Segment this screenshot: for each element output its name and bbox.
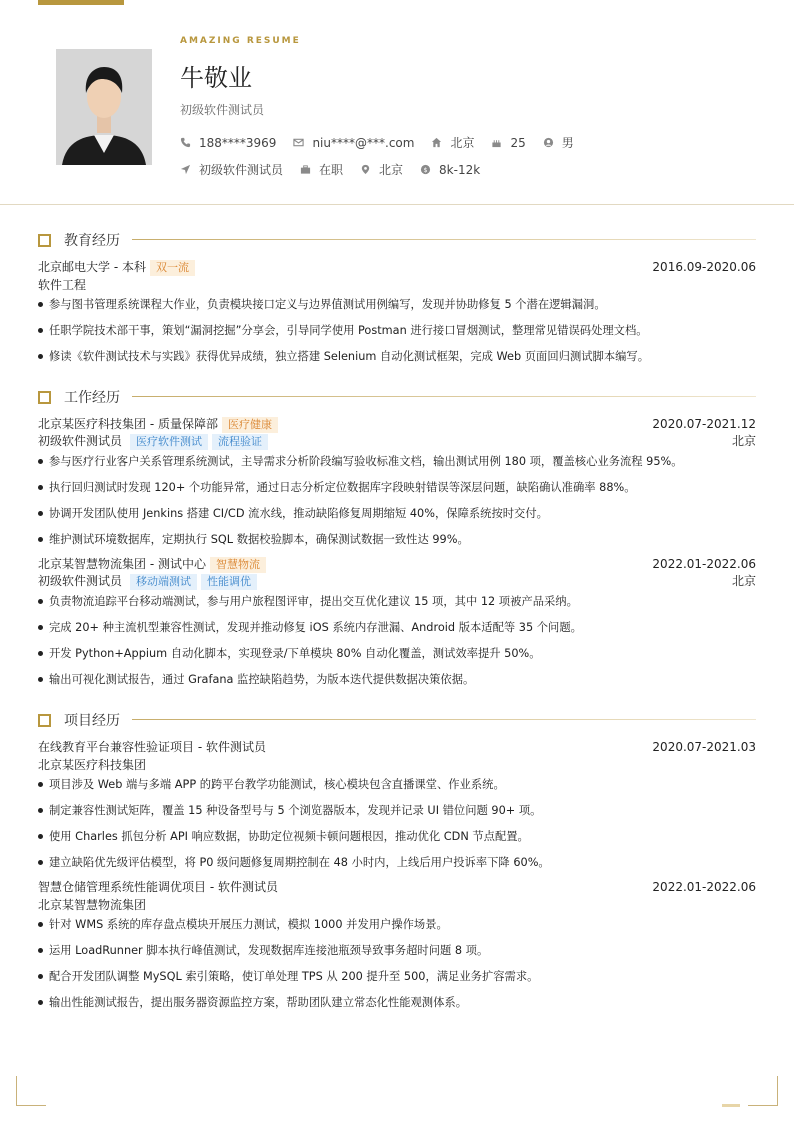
project-bullet: 输出性能测试报告，提出服务器资源监控方案，帮助团队建立常态化性能观测体系。: [38, 995, 756, 1011]
job-position-row: [38, 573, 756, 589]
project-name: 在线教育平台兼容性验证项目 - 软件测试员: [38, 740, 266, 754]
section-title: 工作经历: [64, 390, 120, 406]
gender-icon: [543, 137, 554, 148]
job-bullet: 开发 Python+Appium 自动化脚本，实现登录/下单模块 80% 自动化覆盖，测试效率提升 50%。: [38, 646, 756, 662]
section-divider: [132, 719, 756, 720]
profile-photo: [56, 49, 152, 165]
project-bullet: 制定兼容性测试矩阵，覆盖 15 种设备型号与 5 个浏览器版本，发现并记录 UI 错位问题 90+ 项。: [38, 803, 756, 819]
job-position: 初级软件测试员: [38, 434, 123, 448]
salary-text: 8k-12k: [439, 162, 481, 177]
section-square-icon: [38, 234, 51, 247]
education-major: 软件工程: [38, 278, 87, 292]
section-square-icon: [38, 391, 51, 404]
project-bullet: 运用 LoadRunner 脚本执行峰值测试，发现数据库连接池瓶颈导致事务超时问题 8 项。: [38, 943, 756, 959]
school-name: 北京邮电大学 - 本科: [38, 260, 146, 274]
briefcase-icon: [300, 164, 311, 175]
job-bullet: 协调开发团队使用 Jenkins 搭建 CI/CD 流水线，推动缺陷修复周期缩短 40%，保障系统按时交付。: [38, 506, 756, 522]
job-city: 北京: [731, 574, 756, 588]
project-date: 2022.01-2022.06: [652, 880, 756, 894]
phone-text: 188****3969: [199, 135, 277, 150]
job-position: 初级软件测试员: [38, 574, 123, 588]
skill-tag: 性能调优: [201, 574, 257, 590]
candidate-role: 初级软件测试员: [180, 103, 265, 117]
skill-tag: 移动端测试: [130, 574, 197, 590]
project-bullet: 配合开发团队调整 MySQL 索引策略，使订单处理 TPS 从 200 提升至 500，满足业务扩容需求。: [38, 969, 756, 985]
mail-icon: [293, 137, 304, 148]
top-accent-bar: [38, 0, 124, 5]
home-icon: [431, 137, 442, 148]
project-bullet: 针对 WMS 系统的库存盘点模块开展压力测试，模拟 1000 并发用户操作场景。: [38, 917, 756, 933]
job-bullet: 参与医疗行业客户关系管理系统测试，主导需求分析阶段编写验收标准文档，输出测试用例 180 项，覆盖核心业务流程 95%。: [38, 454, 756, 470]
skill-tag: 流程验证: [212, 434, 268, 450]
skill-tag: 医疗软件测试: [130, 434, 208, 450]
job-company-row: [38, 416, 756, 432]
job-company-row: [38, 556, 756, 572]
job-status-info: [300, 161, 343, 178]
job-bullet: 输出可视化测试报告，通过 Grafana 监控缺陷趋势，为版本迭代提供数据决策依据。: [38, 672, 756, 688]
project-date: 2020.07-2021.03: [652, 740, 756, 754]
section-title: 项目经历: [64, 713, 120, 729]
job-intent-row: [180, 161, 497, 178]
money-icon: [420, 164, 431, 175]
footer-accent-bar: [722, 1104, 740, 1107]
school-tag: 双一流: [150, 260, 195, 276]
project-name: 智慧仓储管理系统性能调优项目 - 软件测试员: [38, 880, 278, 894]
section-divider: [132, 239, 756, 240]
section-divider: [132, 396, 756, 397]
education-section-header: [38, 230, 756, 250]
education-bullet: 修读《软件测试技术与实践》获得优异成绩，独立搭建 Selenium 自动化测试框架，完成 Web 页面回归测试脚本编写。: [38, 349, 756, 365]
education-date: 2016.09-2020.06: [652, 260, 756, 274]
target-city-info: [360, 161, 403, 178]
email-text: niu****@***.com: [312, 135, 415, 150]
company-name: 北京某医疗科技集团 - 质量保障部: [38, 417, 218, 431]
education-bullet: 参与图书管理系统课程大作业，负责模块接口定义与边界值测试用例编写，发现并协助修复 5 个潜在逻辑漏洞。: [38, 297, 756, 313]
corner-decoration: [16, 1076, 46, 1106]
email-info: [293, 136, 414, 150]
send-icon: [180, 164, 191, 175]
contact-row: [180, 134, 591, 151]
brand-label: AMAZING RESUME: [180, 36, 301, 46]
project-title-row: [38, 879, 756, 895]
section-title: 教育经历: [64, 233, 120, 249]
project-bullet: 项目涉及 Web 端与多端 APP 的跨平台教学功能测试，核心模块包含直播课堂、作业系统。: [38, 777, 756, 793]
job-status-text: 在职: [319, 163, 344, 177]
salary-info: [420, 163, 480, 177]
job-bullet: 执行回归测试时发现 120+ 个功能异常，通过日志分析定位数据库字段映射错误等深层问题，缺陷确认准确率 88%。: [38, 480, 756, 496]
project-section-header: [38, 710, 756, 730]
header-divider: [0, 204, 794, 205]
candidate-name: 牛敬业: [180, 64, 252, 92]
project-bullet: 使用 Charles 抓包分析 API 响应数据，协助定位视频卡顿问题根因，推动优化 CDN 节点配置。: [38, 829, 756, 845]
education-school-row: [38, 259, 756, 275]
phone-icon: [180, 137, 191, 148]
target-city-text: 北京: [379, 163, 404, 177]
project-org: 北京某医疗科技集团: [38, 758, 147, 772]
company-name: 北京某智慧物流集团 - 测试中心: [38, 557, 206, 571]
project-bullet: 建立缺陷优先级评估模型，将 P0 级问题修复周期控制在 48 小时内，上线后用户投诉率下降 60%。: [38, 855, 756, 871]
job-position-row: [38, 433, 756, 449]
hometown-text: 北京: [450, 136, 475, 150]
gender-text: 男: [561, 136, 574, 150]
project-title-row: [38, 739, 756, 755]
job-bullet: 维护测试环境数据库，定期执行 SQL 数据校验脚本，确保测试数据一致性达 99%。: [38, 532, 756, 548]
job-bullet: 完成 20+ 种主流机型兼容性测试，发现并推动修复 iOS 系统内存泄漏、Android 版本适配等 35 个问题。: [38, 620, 756, 636]
phone-info: [180, 136, 276, 150]
job-date: 2022.01-2022.06: [652, 557, 756, 571]
cake-icon: [491, 137, 502, 148]
svg-text:$: $: [423, 165, 428, 174]
hometown-info: [431, 134, 474, 151]
corner-decoration: [748, 1076, 778, 1106]
education-bullet: 任职学院技术部干事，策划“漏洞挖掘”分享会，引导同学使用 Postman 进行接口冒烟测试，整理常见错误码处理文档。: [38, 323, 756, 339]
location-pin-icon: [360, 164, 371, 175]
age-text: 25: [510, 135, 526, 150]
gender-info: [543, 134, 574, 151]
job-bullet: 负责物流追踪平台移动端测试，参与用户旅程图评审，提出交互优化建议 15 项，其中 12 项被产品采纳。: [38, 594, 756, 610]
company-tag: 智慧物流: [210, 557, 266, 573]
company-tag: 医疗健康: [222, 417, 278, 433]
job-date: 2020.07-2021.12: [652, 417, 756, 431]
section-square-icon: [38, 714, 51, 727]
work-section-header: [38, 387, 756, 407]
target-position-info: [180, 161, 283, 178]
age-info: [491, 136, 525, 150]
target-position-text: 初级软件测试员: [199, 163, 284, 177]
project-org: 北京某智慧物流集团: [38, 898, 147, 912]
job-city: 北京: [731, 434, 756, 448]
